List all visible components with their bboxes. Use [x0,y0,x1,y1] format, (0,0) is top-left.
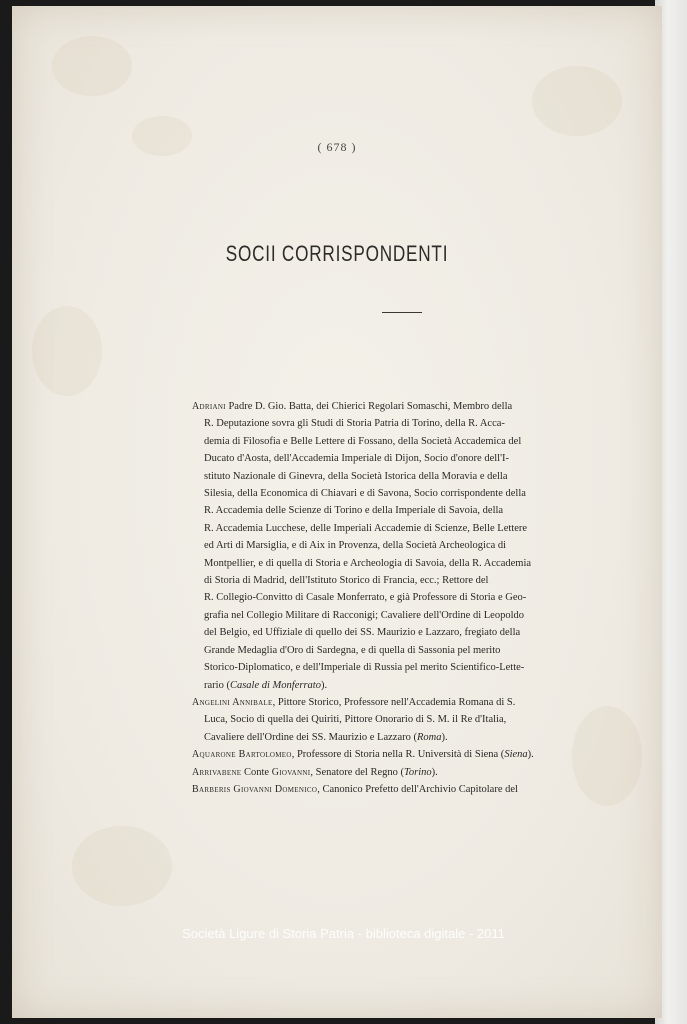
member-entry [192,694,575,746]
entry-text: Padre D. Gio. Batta, dei Chierici Regolari Somaschi, Membro della [225,401,513,412]
entry-line [192,572,575,589]
entry-line [192,659,575,676]
entry-text: Luca, Socio di quella dei Quiriti, Pittore Onorario di S. M. il Re d'Italia, [204,714,507,726]
place-name: Torino [404,766,432,778]
entry-text: R. Accademia delle Scienze di Torino e della Imperiale di Savoia, della [204,505,504,517]
entry-text: , Professore di Storia nella R. Università di Siena ( [291,749,505,761]
section-title: SOCII CORRISPONDENTI [225,241,449,266]
entry-text: ed Arti di Marsiglia, e di Aix in Provenza, della Società Archeologica di [204,540,507,552]
member-name: Barberis Giovanni Domenico [192,783,318,795]
place-name: Casale di Monferrato [229,679,321,691]
entry-text: ). [527,749,534,761]
member-entry [192,781,575,798]
member-name: Arrivabene [192,766,242,778]
entry-text: grafia nel Collegio Militare di Racconigi; Cavaliere dell'Ordine di Leopoldo [204,609,525,621]
entry-text: demia di Filosofia e Belle Lettere di Fossano, della Società Accademica del [204,435,522,447]
library-watermark: Società Ligure di Storia Patria - biblioteca digitale - 2011 [182,926,505,941]
member-name: Aquarone Bartolomeo [192,749,292,761]
entry-line [192,746,575,763]
entry-text: Silesia, della Economica di Chiavari e di Savona, Socio corrispondente della [204,488,526,500]
entry-line [192,537,575,554]
member-name: Angelini Annibale [192,696,273,708]
entry-line [192,781,575,798]
entry-line [192,555,575,572]
entry-text: ). [431,766,438,778]
entry-text: stituto Nazionale di Ginevra, della Società Istorica della Moravia e della [204,470,508,482]
title-divider [382,312,422,313]
member-name: Adriani [192,401,226,412]
entry-text: Montpellier, e di quella di Storia e Archeologia di Savoia, della R. Accademia [204,557,532,569]
entry-text: , Senatore del Regno ( [310,766,404,778]
member-list [192,398,575,798]
entry-line [192,711,575,728]
entry-text: Ducato d'Aosta, dell'Accademia Imperiale di Dijon, Socio d'onore dell'I- [204,453,509,465]
entry-line [192,589,575,606]
entry-line [192,694,575,711]
entry-text: ). [441,731,448,743]
entry-text: Storico-Diplomatico, e dell'Imperiale di Russia pel merito Scientifico-Lette- [204,662,525,674]
entry-line [192,450,575,467]
entry-line [192,642,575,659]
entry-line [192,520,575,537]
entry-text: Conte [241,766,272,778]
entry-line [192,729,575,746]
entry-line [192,433,575,450]
member-entry [192,398,575,694]
entry-line [192,624,575,641]
entry-line [192,485,575,502]
entry-text: del Belgio, ed Uffiziale di quello dei SS. Maurizio e Lazzaro, fregiato della [204,627,521,639]
place-name: Roma [416,731,442,743]
entry-line [192,415,575,432]
page-number: ( 678 ) [317,140,357,154]
member-entry [192,746,575,763]
member-name: Giovanni [271,766,311,778]
entry-text: rario ( [204,679,230,691]
entry-line [192,468,575,485]
entry-text: , Pittore Storico, Professore nell'Accademia Romana di S. [272,696,516,708]
member-entry [192,764,575,781]
entry-text: R. Deputazione sovra gli Studi di Storia Patria di Torino, della R. Acca- [204,418,505,430]
entry-line [192,398,575,415]
entry-text: , Canonico Prefetto dell'Archivio Capitolare del [317,783,518,795]
entry-text: R. Accademia Lucchese, delle Imperiali Accademie di Scienze, Belle Lettere [204,522,528,534]
entry-text: di Storia di Madrid, dell'Istituto Storico di Francia, ecc.; Rettore del [204,575,489,587]
entry-text: Cavaliere dell'Ordine dei SS. Maurizio e Lazzaro ( [204,731,417,743]
entry-text: ). [320,679,328,691]
place-name: Siena [504,749,528,761]
entry-line [192,607,575,624]
entry-line [192,677,575,694]
entry-text: Grande Medaglia d'Oro di Sardegna, e di quella di Sassonia pel merito [204,644,501,656]
entry-line [192,764,575,781]
entry-text: R. Collegio-Convitto di Casale Monferrato, e già Professore di Storia e Geo- [204,592,527,604]
entry-line [192,502,575,519]
